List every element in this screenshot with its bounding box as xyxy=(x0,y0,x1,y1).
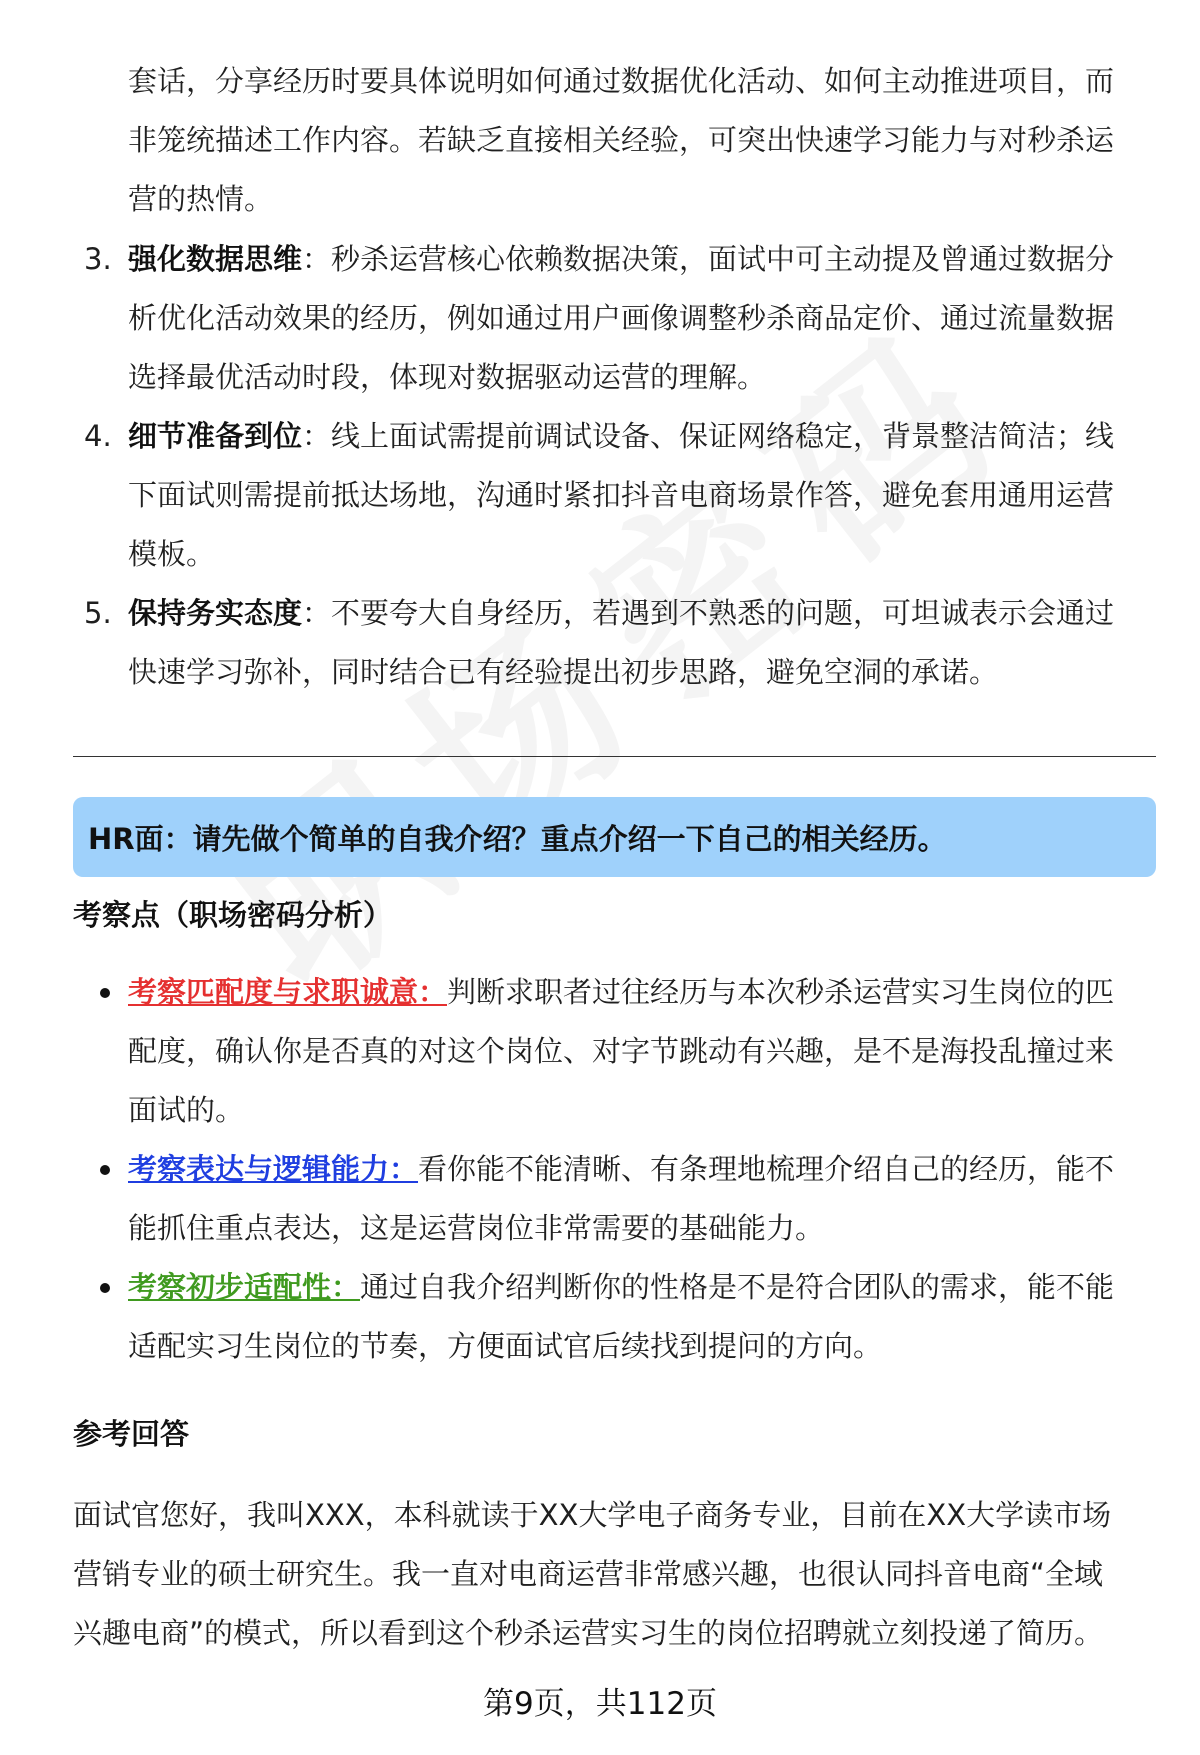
question-banner xyxy=(73,797,1156,877)
list-number: 4. xyxy=(84,419,112,453)
text-line: 套话，分享经历时要具体说明如何通过数据优化活动、如何主动推进项目，而 xyxy=(128,64,1115,98)
item-text: ：线上面试需提前调试设备、保证网络稳定，背景整洁简洁；线 xyxy=(302,419,1115,453)
bullet-dot-icon xyxy=(100,1165,110,1175)
list-item xyxy=(73,1258,1153,1376)
page-number: 第9页，共112页 xyxy=(483,1686,717,1722)
bullet-list xyxy=(73,963,1153,1376)
item-title: 强化数据思维 xyxy=(128,242,303,276)
text-line: 配度，确认你是否真的对这个岗位、对字节跳动有兴趣，是不是海投乱撞过来 xyxy=(128,1034,1115,1068)
list-item xyxy=(73,1140,1153,1258)
item-text: ：不要夸大自身经历，若遇到不熟悉的问题，可坦诚表示会通过 xyxy=(302,596,1115,630)
text-line: 析优化活动效果的经历，例如通过用户画像调整秒杀商品定价、通过流量数据 xyxy=(128,301,1115,335)
section-heading-answer: 参考回答 xyxy=(73,1417,190,1451)
question-text: HR面：请先做个简单的自我介绍？重点介绍一下自己的相关经历。 xyxy=(88,822,947,856)
text-line: 能抓住重点表达，这是运营岗位非常需要的基础能力。 xyxy=(128,1211,825,1245)
keyword-link[interactable]: 考察表达与逻辑能力： xyxy=(128,1152,419,1186)
item-text: 看你能不能清晰、有条理地梳理介绍自己的经历，能不 xyxy=(418,1152,1115,1186)
item-title: 细节准备到位 xyxy=(128,419,303,453)
continued-paragraph xyxy=(128,52,1148,229)
item-text: 判断求职者过往经历与本次秒杀运营实习生岗位的匹 xyxy=(447,975,1115,1009)
item-title: 保持务实态度 xyxy=(128,596,303,630)
text-line: 面试官您好，我叫XXX，本科就读于XX大学电子商务专业，目前在XX大学读市场 xyxy=(73,1498,1112,1532)
text-line: 面试的。 xyxy=(128,1093,245,1127)
text-line: 选择最优活动时段，体现对数据驱动运营的理解。 xyxy=(128,360,767,394)
text-line: 模板。 xyxy=(128,537,216,571)
text-line: 非笼统描述工作内容。若缺乏直接相关经验，可突出快速学习能力与对秒杀运 xyxy=(128,123,1115,157)
text-line: 兴趣电商”的模式，所以看到这个秒杀运营实习生的岗位招聘就立刻投递了简历。 xyxy=(73,1616,1104,1650)
list-number: 3. xyxy=(84,242,112,276)
divider xyxy=(73,756,1156,757)
ordered-list xyxy=(70,230,1150,702)
keyword-link[interactable]: 考察初步适配性： xyxy=(128,1270,361,1304)
bullet-dot-icon xyxy=(100,988,110,998)
text-line: 营的热情。 xyxy=(128,182,274,216)
text-line: 营销专业的硕士研究生。我一直对电商运营非常感兴趣，也很认同抖音电商“全域 xyxy=(73,1557,1104,1591)
list-item xyxy=(70,407,1150,584)
bullet-dot-icon xyxy=(100,1283,110,1293)
item-text: ：秒杀运营核心依赖数据决策，面试中可主动提及曾通过数据分 xyxy=(302,242,1115,276)
section-heading-evaluation: 考察点（职场密码分析） xyxy=(73,898,393,932)
list-item xyxy=(70,584,1150,702)
text-line: 适配实习生岗位的节奏，方便面试官后续找到提问的方向。 xyxy=(128,1329,883,1363)
keyword-link[interactable]: 考察匹配度与求职诚意： xyxy=(128,975,448,1009)
item-text: 通过自我介绍判断你的性格是不是符合团队的需求，能不能 xyxy=(360,1270,1115,1304)
text-line: 下面试则需提前抵达场地，沟通时紧扣抖音电商场景作答，避免套用通用运营 xyxy=(128,478,1115,512)
list-item xyxy=(73,963,1153,1140)
text-line: 快速学习弥补，同时结合已有经验提出初步思路，避免空洞的承诺。 xyxy=(128,655,999,689)
answer-paragraph xyxy=(73,1486,1153,1663)
list-number: 5. xyxy=(84,596,112,630)
list-item xyxy=(70,230,1150,407)
